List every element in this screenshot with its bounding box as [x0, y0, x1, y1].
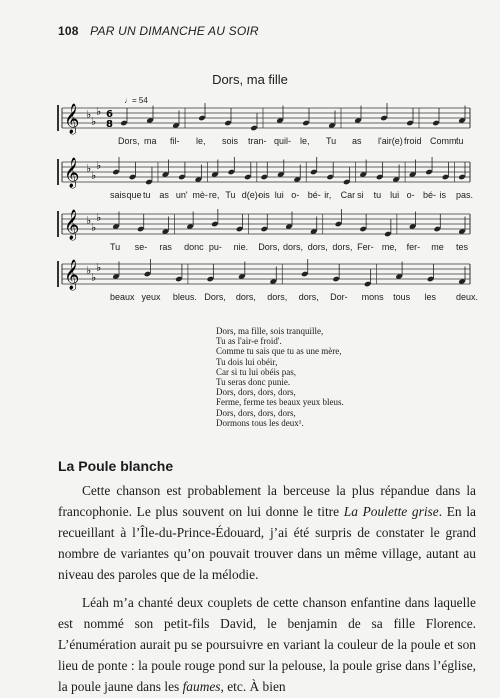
staff — [58, 259, 470, 291]
paragraph-2-text-a: Léah m’a chanté deux couplets de cette chanson enfantine dans laquelle est nommé son petit-fils David, le benjamin de sa fille Florence. L’énumération aurait pu se poursuivre en variant la couleur de la poule et son lieu de ponte : la poule rouge pond sur la pelouse, la poule grise dans l’église, la poule jaune dans les — [58, 595, 476, 694]
treble-clef-icon: 𝄞 — [64, 210, 80, 240]
tempo-marking: ♩= 54 — [124, 96, 148, 105]
lyric-syllable: le, — [300, 136, 310, 146]
lyric-syllable: lui — [274, 190, 284, 200]
lyric-syllable: nie. — [233, 242, 249, 252]
lyric-syllable: as — [159, 190, 169, 200]
staff — [58, 103, 470, 135]
lyric-syllable: sais — [110, 190, 127, 200]
lyric-syllable: Dor- — [330, 292, 348, 302]
flat-icon: ♭ — [91, 221, 97, 234]
poem-line: Dors, dors, dors, dors, — [216, 407, 296, 418]
poem-line: Tu seras donc punie. — [216, 377, 291, 388]
lyric-syllable: deux. — [456, 292, 479, 302]
lyric-syllable: is — [439, 190, 447, 200]
lyric-syllable: fer- — [406, 242, 421, 252]
paragraph-2-italic: faumes — [182, 679, 221, 694]
lyric-syllable: me — [431, 242, 444, 252]
lyric-syllable: Dors, — [204, 292, 226, 302]
flat-icon: ♭ — [86, 108, 92, 121]
flat-icon: ♭ — [96, 261, 102, 274]
flat-icon: ♭ — [91, 271, 97, 284]
lyric-syllable: tes — [456, 242, 469, 252]
lyric-syllable: quil- — [274, 136, 292, 146]
lyric-syllable: Fer- — [357, 242, 374, 252]
treble-clef-icon: 𝄞 — [64, 260, 80, 290]
lyric-syllable: o- — [406, 190, 415, 200]
lyric-syllable: donc — [184, 242, 204, 252]
flat-icon: ♭ — [96, 159, 102, 172]
poem-line: Car si tu lui obéis pas, — [216, 366, 296, 377]
lyric-syllable: tran- — [248, 136, 267, 146]
time-signature-bottom: 8 — [106, 119, 113, 130]
lyric-syllable: yeux — [141, 292, 161, 302]
staff — [58, 209, 470, 241]
lyric-syllable: fil- — [170, 136, 180, 146]
flat-icon: ♭ — [96, 211, 102, 224]
lyric-syllable: un' — [175, 190, 188, 200]
lyric-syllable: pas. — [456, 190, 474, 200]
paragraph-1 — [58, 480, 476, 585]
lyric-syllable: tu — [142, 190, 151, 200]
paragraph-1-text-b: . En la recueillant à l’Île-du-Prince-Édouard, j’ai été surpris de constater le grand nombre de variantes qu’on pouvait trouver dans un même village, autant au niveau des paroles que de la mélodie. — [58, 504, 476, 582]
flat-icon: ♭ — [86, 264, 92, 277]
lyric-syllable: lui — [390, 190, 400, 200]
poem-line: Tu as l'air-e froid'. — [216, 336, 282, 347]
lyric-syllable: dors, — [298, 292, 319, 302]
lyric-syllable: ma — [144, 136, 157, 146]
lyric-syllable: se- — [134, 242, 148, 252]
poem-line: Dormons tous les deux¹. — [216, 417, 304, 428]
lyric-syllable: ir, — [324, 190, 332, 200]
lyric-syllable: mons — [361, 292, 384, 302]
lyric-syllable: Car — [340, 190, 356, 200]
running-title: PAR UN DIMANCHE AU SOIR — [90, 24, 259, 38]
lyric-syllable: bleus. — [172, 292, 197, 302]
treble-clef-icon: 𝄞 — [64, 104, 80, 134]
lyric-syllable: les — [424, 292, 437, 302]
lyric-syllable: ras — [159, 242, 172, 252]
lyric-syllable: sois — [222, 136, 239, 146]
lyric-syllable: Comm' — [430, 136, 459, 146]
paragraph-1-title: La Poulette grise — [343, 504, 439, 519]
lyric-syllable: mè- — [192, 190, 208, 200]
flat-icon: ♭ — [91, 169, 97, 182]
lyric-syllable: bé- — [307, 190, 321, 200]
lyric-syllable: o- — [291, 190, 300, 200]
section-heading: La Poule blanche — [58, 458, 174, 474]
treble-clef-icon: 𝄞 — [64, 158, 80, 188]
poem-line: Dors, dors, dors, dors, — [216, 387, 296, 398]
lyric-syllable: dors, — [307, 242, 328, 252]
poem — [216, 326, 344, 428]
lyric-syllable: tu — [456, 136, 464, 146]
lyric-syllable: dors, — [235, 292, 256, 302]
lyric-syllable: Tu — [110, 242, 121, 252]
lyric-syllable: dors, — [283, 242, 304, 252]
poem-line: Tu dois lui obéir, — [216, 356, 278, 367]
lyric-syllable: pu- — [208, 242, 222, 252]
lyric-syllable: l'air(e) — [378, 136, 403, 146]
lyric-syllable: que — [126, 190, 142, 200]
staff — [58, 157, 470, 189]
lyric-syllable: Dors, — [258, 242, 280, 252]
poem-line: Ferme, ferme tes beaux yeux bleus. — [216, 397, 344, 408]
lyric-syllable: tous — [393, 292, 411, 302]
lyric-syllable: si — [357, 190, 364, 200]
paragraph-1-text-a: Cette chanson est probablement la berceuse la plus répandue dans la francophonie. Le plus souvent on lui donne le titre — [58, 483, 476, 519]
flat-icon: ♭ — [86, 214, 92, 227]
flat-icon: ♭ — [91, 115, 97, 128]
lyric-syllable: d(e)- — [241, 190, 261, 200]
lyric-syllable: tu — [373, 190, 382, 200]
music-score — [0, 0, 500, 320]
lyric-syllable: bé- — [423, 190, 437, 200]
song-title: Dors, ma fille — [212, 72, 288, 87]
lyric-syllable: re, — [208, 190, 220, 200]
flat-icon: ♭ — [96, 105, 102, 118]
lyric-syllable: ois — [258, 190, 270, 200]
paragraph-2-text-b: , etc. À bien — [220, 679, 286, 694]
lyric-syllable: dors, — [267, 292, 288, 302]
lyric-syllable: le, — [196, 136, 206, 146]
lyric-syllable: beaux — [110, 292, 135, 302]
lyric-syllable: me, — [381, 242, 397, 252]
flat-icon: ♭ — [86, 162, 92, 175]
lyric-syllable: froid — [404, 136, 422, 146]
lyric-syllable: Tu — [326, 136, 337, 146]
lyric-syllable: as — [352, 136, 362, 146]
poem-line: Dors, ma fille, sois tranquille, — [216, 326, 324, 336]
time-signature-top: 6 — [106, 109, 113, 120]
lyric-syllable: Dors, — [118, 136, 140, 146]
paragraph-2 — [58, 592, 476, 697]
lyric-syllable: Tu — [225, 190, 236, 200]
poem-line: Comme tu sais que tu as une mère, — [216, 346, 342, 357]
lyric-syllable: dors, — [332, 242, 353, 252]
page-number: 108 — [58, 24, 79, 38]
